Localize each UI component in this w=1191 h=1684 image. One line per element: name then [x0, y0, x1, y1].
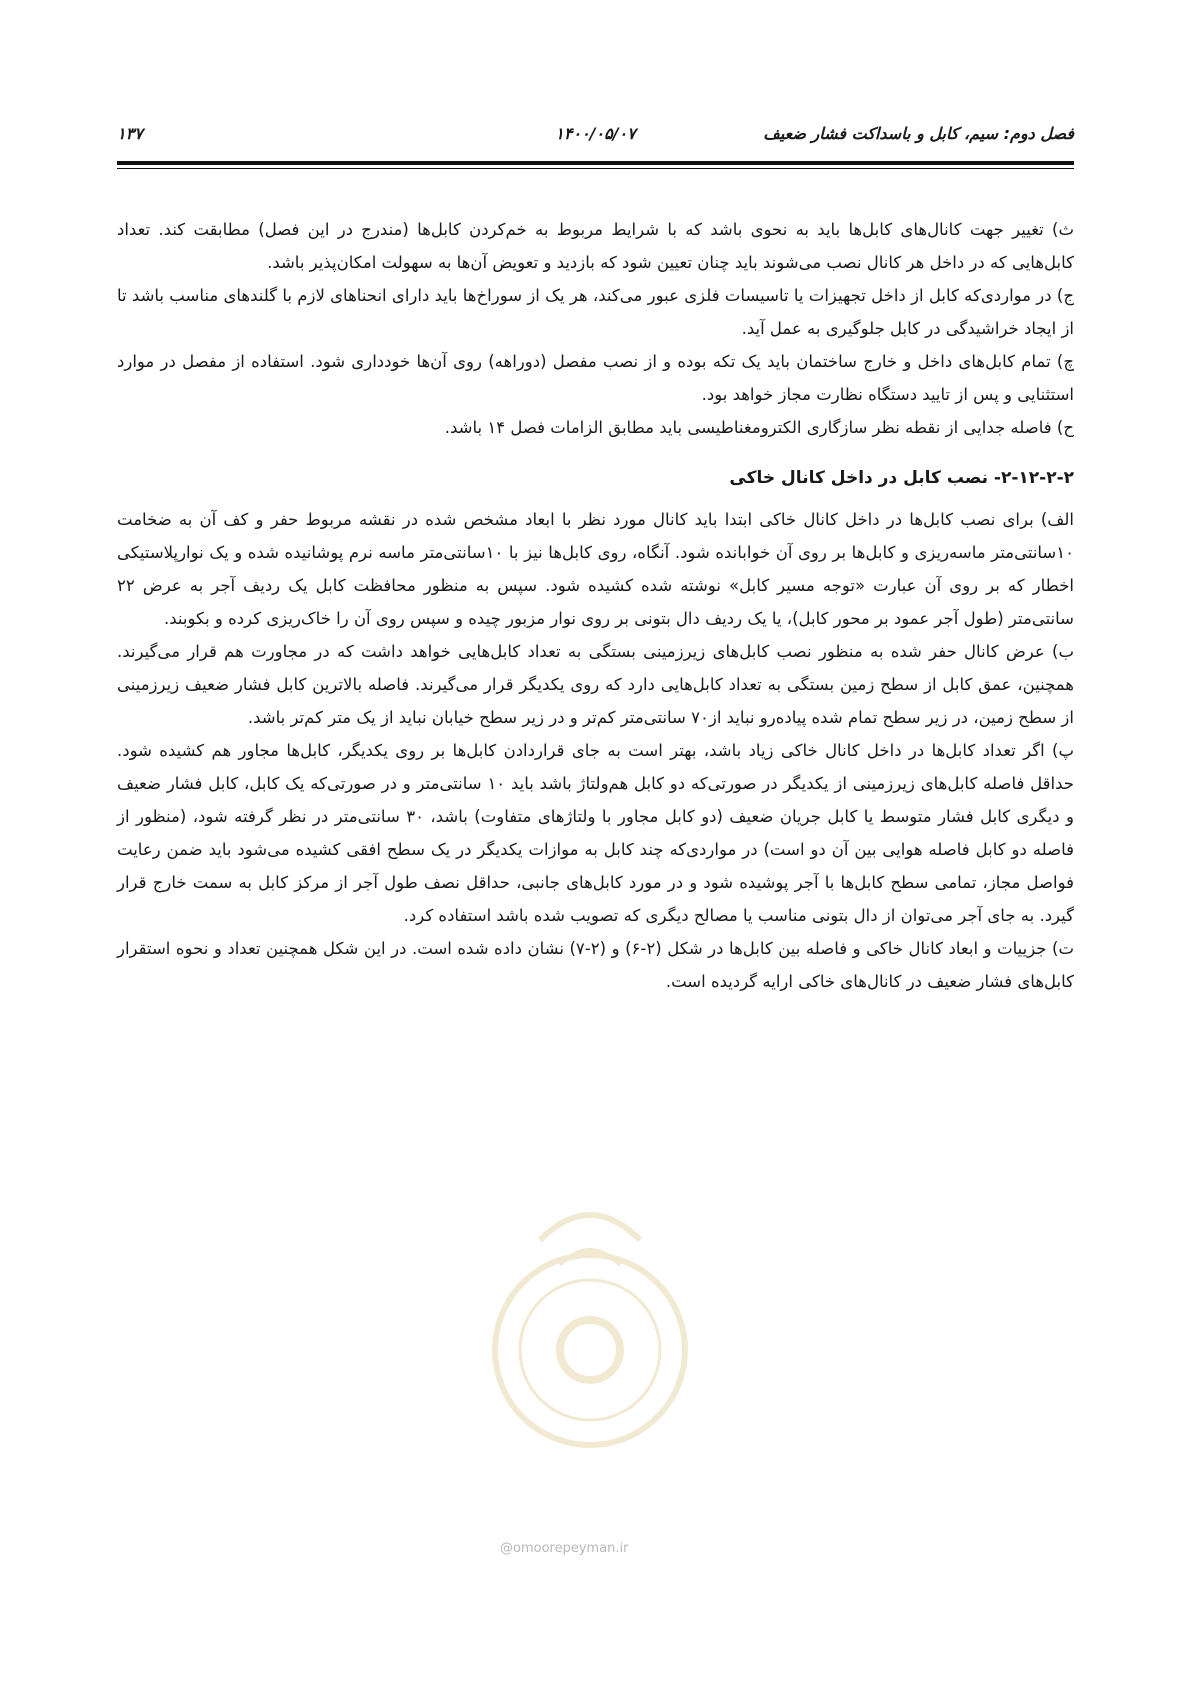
- paragraph-be: ب) عرض کانال حفر شده به منظور نصب کابل‌های زیرزمینی بستگی به تعداد کابل‌هایی خواهد داشت که در مجاورت هم قرار می‌گیرند. همچنین، عمق کابل از سطح زمین بستگی به تعداد کابل‌هایی دارد که روی یکدیگر قرار می‌گیرند. فاصله بالاترین کابل فشار ضعیف زیرزمینی از سطح زمین، در زیر سطح تمام شده پیاده‌رو نباید از۷۰ سانتی‌متر کم‌تر و در زیر سطح خیابان نباید از یک متر کم‌تر باشد.: [117, 642, 1074, 727]
- paragraph-te: ت) جزییات و ابعاد کانال خاکی و فاصله بین کابل‌ها در شکل (۲-۶) و (۲-۷) نشان داده شده است. در این شکل همچنین تعداد و نحوه استقرار کابل‌های فشار ضعیف در کانال‌های خاکی ارایه گردیده است.: [117, 939, 1074, 991]
- watermark-seal-icon: [470, 1180, 710, 1480]
- paragraph-he: ح) فاصله جدایی از نقطه نظر سازگاری الکترومغناطیسی باید مطابق الزامات فصل ۱۴ باشد.: [444, 418, 1074, 437]
- header-rule-thick: [117, 161, 1074, 165]
- page-body: [117, 213, 1074, 998]
- page-header: [117, 124, 1074, 154]
- watermark-text: @omoorepeyman.ir: [500, 1541, 629, 1556]
- chapter-title: فصل دوم: سیم، کابل و باسداکت فشار ضعیف: [763, 124, 1074, 143]
- section-heading: ۲-۱۲-۲-۲- نصب کابل در داخل کانال خاکی: [729, 468, 1074, 488]
- header-date: ۱۴۰۰/۰۵/۰۷: [555, 124, 636, 143]
- header-rule-thin: [117, 168, 1074, 169]
- paragraph-tha: ث) تغییر جهت کانال‌های کابل‌ها باید به نحوی باشد که با شرایط مربوط به خم‌کردن کابل‌ها (مندرج در این فصل) مطابقت کند. تعداد کابل‌هایی که در داخل هر کانال نصب می‌شوند باید چنان تعیین شود که بازدید و تعویض آن‌ها به سهولت امکان‌پذیر باشد.: [117, 220, 1074, 272]
- paragraph-pe: پ) اگر تعداد کابل‌ها در داخل کانال خاکی زیاد باشد، بهتر است به جای قراردادن کابل‌ها بر روی یکدیگر، کابل‌ها مجاور هم کشیده شود. حداقل فاصله کابل‌های زیرزمینی از یکدیگر در صورتی‌که دو کابل هم‌ولتاژ باشد باید ۱۰ سانتی‌متر و در صورتی‌که یک کابل، کابل فشار ضعیف و دیگری کابل فشار متوسط یا کابل جریان ضعیف (دو کابل مجاور با ولتاژهای متفاوت) باشد، ۳۰ سانتی‌متر در نظر گرفته شود، (منظور از فاصله دو کابل فاصله هوایی بین آن دو است) در مواردی‌که چند کابل به موازات یکدیگر در یک سطح افقی کشیده می‌شود باید ضمن رعایت فواصل مجاز، تمامی سطح کابل‌ها با آجر پوشیده شود و در مورد کابل‌های جانبی، حداقل نصف طول آجر از مرکز کابل به سمت خارج قرار گیرد. به جای آجر می‌توان از دال بتونی مناسب یا مصالح دیگری که تصویب شده باشد استفاده کرد.: [117, 741, 1074, 925]
- page-number: ١٣٧: [117, 124, 143, 143]
- paragraph-jim: ج) در مواردی‌که کابل از داخل تجهیزات یا تاسیسات فلزی عبور می‌کند، هر یک از سوراخ‌ها باید دارای انحناهای لازم با گلندهای مناسب باشد تا از ایجاد خراشیدگی در کابل جلوگیری به عمل آید.: [117, 286, 1074, 338]
- paragraph-alef: الف) برای نصب کابل‌ها در داخل کانال خاکی ابتدا باید کانال مورد نظر با ابعاد مشخص شده در نقشه مربوط حفر و کف آن به ضخامت ۱۰سانتی‌متر ماسه‌ریزی و کابل‌ها بر روی آن خوابانده شود. آنگاه، روی کابل‌ها نیز با ۱۰سانتی‌متر ماسه نرم پوشانیده شده و یک نوارپلاستیکی اخطار که بر روی آن عبارت «توجه مسیر کابل» نوشته شده کشیده شود. سپس به منظور محافظت کابل یک ردیف آجر به عرض ۲۲ سانتی‌متر (طول آجر عمود بر محور کابل)، یا یک ردیف دال بتونی بر روی نوار مزبور چیده و سپس روی آن را خاک‌ریزی کرده و بکوبند.: [117, 510, 1074, 628]
- paragraph-che: چ) تمام کابل‌های داخل و خارج ساختمان باید یک تکه بوده و از نصب مفصل (دوراهه) روی آن‌ها خودداری شود. استفاده از مفصل در موارد استثنایی و پس از تایید دستگاه نظارت مجاز خواهد بود.: [117, 352, 1074, 404]
